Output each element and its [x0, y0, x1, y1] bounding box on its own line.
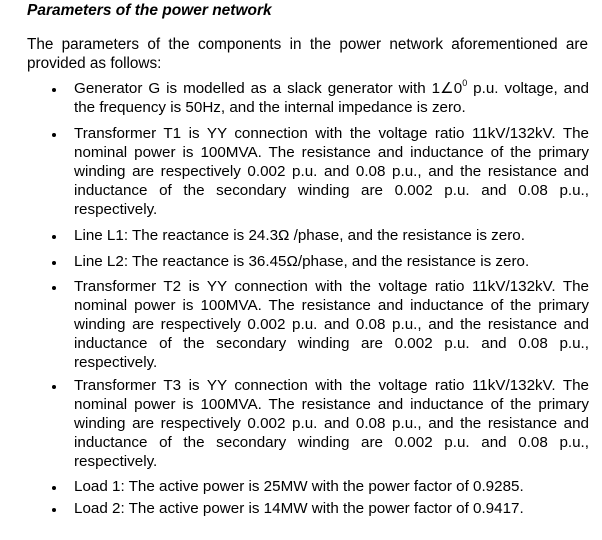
degree-symbol: 0 — [462, 77, 468, 88]
generator-text-before: Generator G is modelled as a slack generator with 1 — [74, 80, 441, 97]
bullet-icon — [52, 286, 56, 290]
bullet-icon — [52, 486, 56, 490]
angle-symbol: ∠ — [440, 80, 454, 97]
load-1-text: Load 1: The active power is 25MW with the power factor of 0.9285. — [74, 478, 524, 495]
transformer-t2-text: Transformer T2 is YY connection with the voltage ratio 11kV/132kV. The nominal power is 100MVA. The resistance and inductance of the primary winding are respectively 0.002 p.u. and 0.08 p.u., and the resistance and inductance of the secondary winding are 0.002 p.u. and 0.08 p.u., respectively. — [74, 278, 589, 371]
transformer-t1-text: Transformer T1 is YY connection with the voltage ratio 11kV/132kV. The nominal power is 100MVA. The resistance and inductance of the primary winding are respectively 0.002 p.u. and 0.08 p.u., and the resistance and inductance of the secondary winding are 0.002 p.u. and 0.08 p.u., respectively. — [74, 125, 589, 218]
section-heading: Parameters of the power network — [27, 2, 272, 19]
angle-value: 0 — [453, 80, 463, 97]
generator-text-after: p.u. voltage, and the frequency is 50Hz, and the internal impedance is zero. — [74, 80, 589, 116]
bullet-icon — [52, 385, 56, 389]
transformer-t3-text: Transformer T3 is YY connection with the voltage ratio 11kV/132kV. The nominal power is 100MVA. The resistance and inductance of the primary winding are respectively 0.002 p.u. and 0.08 p.u., and the resistance and inductance of the secondary winding are 0.002 p.u. and 0.08 p.u., respectively. — [74, 377, 589, 470]
line-l2-text: Line L2: The reactance is 36.45Ω/phase, and the resistance is zero. — [74, 253, 530, 270]
intro-paragraph: The parameters of the components in the power network aforementioned are provided as follows: — [27, 36, 588, 72]
line-l1-text: Line L1: The reactance is 24.3Ω /phase, and the resistance is zero. — [74, 227, 525, 244]
load-2-text: Load 2: The active power is 14MW with the power factor of 0.9417. — [74, 500, 524, 517]
bullet-icon — [52, 261, 56, 265]
bullet-icon — [52, 133, 56, 137]
generator-text — [74, 77, 589, 118]
bullet-icon — [52, 235, 56, 239]
bullet-icon — [52, 508, 56, 512]
bullet-icon — [52, 88, 56, 92]
